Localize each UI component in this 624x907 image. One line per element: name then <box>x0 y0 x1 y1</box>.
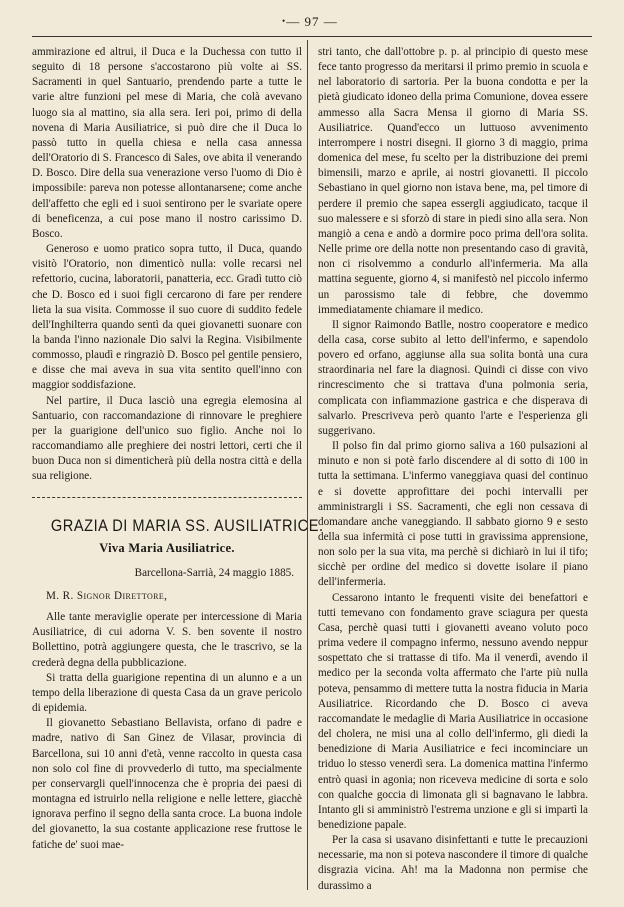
header-marker: • <box>282 16 287 26</box>
paragraph: stri tanto, che dall'ottobre p. p. al principio di questo mese fece tanto progresso da meritarsi il primo premio in scuola e nel laboratorio di sartoria. Per la buona condotta e per la pietà giudicato idoneo della prima Comunione, dovea essere ammesso alla Sacra Mensa il giorno di Maria SS. Ausiliatrice. Quand'ecco un luttuoso avvenimento interrompere i nostri disegni. Il giorno 3 di maggio, prima domenica del mese, fu scelto per la distribuzione dei premi bimensili, marzo e aprile, ai nostri giovanetti. Il piccolo Sebastiano in quel giorno non istava bene, ma, pel timore di perdere il premio che sapea essergli aggiudicato, tacque il suo malessere e si sforzò di stare in piedi sino alla sera. Non mangiò a cena e andò a dormire poco prima dell'ora solita. Nelle prime ore della notte non presentando caso di gravità, non ci risolvemmo a condurlo all'infermeria. Ma alla mattina seguente, giorno 4, si manifestò nel piccolo infermo un parossismo tale di febbre, che dovemmo immediatamente chiamare il medico. <box>318 46 588 316</box>
salutation-prefix: M. R. <box>46 590 74 602</box>
salutation <box>46 589 302 604</box>
paragraph: Il polso fin dal primo giorno saliva a 160 pulsazioni al minuto e non si potè farlo discendere al di sotto di 100 in tutta la settimana. L'infermo vaneggiava quasi del continuo e si dovette approfittare dei pochi intervalli per amministrargli i SS. Sacramenti, che egli non cessava di domandare anche vaneggiando. Il sabbato giorno 9 e sesto della sua infermità ci pose tutti in gravissima apprensione, non solo per la sua vita, ma perchè si dichiarò in lui il tifo; sicchè per ordine del medico si dovette isolare il piano dell'infermeria. <box>318 440 588 589</box>
article-subtitle: Viva Maria Ausiliatrice. <box>99 540 235 555</box>
page-number <box>0 14 624 30</box>
paragraph: Generoso e uomo pratico sopra tutto, il Duca, quando visitò l'Oratorio, non dimenticò nulla: volle recarsi nel refettorio, cucina, laboratorii, panatteria, ecc. Gradì tutto ciò che D. Bosco ed i suoi figli cercarono di fare per rendere lieta la sua visita. Commosse il suo cuore di suddito fedele dell'Inghilterra quando sentì da quei giovanetti suonare con la banda l'inno nazionale Dio salvi la Regina. Visibilmente commosso, plaudì e ringraziò D. Bosco pel gentile pensiero, e disse che mai aveva in sua vita sentito quell'inno con maggior soddisfazione. <box>32 243 302 392</box>
article-title: GRAZIA DI MARIA SS. AUSILIATRICE. <box>50 515 324 535</box>
right-column <box>318 45 588 894</box>
paragraph: ammirazione ed altrui, il Duca e la Duchessa con tutto il seguito di 18 persone s'accostarono più volte ai SS. Sacramenti in quel Santuario, prendendo parte a tutte le varie altre funzioni pel mese di Maria, che colà avevano luogo sia al mattino, sia alla sera. Ieri poi, primo di della novena di Maria Ausiliatrice, si può dire che il Duca lo passò tutto in quella chiesa e nella casa annessa dell'Oratorio di S. Francesco di Sales, ove abita il venerando D. Bosco. Dire della sua venerazione verso l'uomo di Dio è impossibile: pareva non potesse allontanarsene; come anche dell'affetto che egli ed i suoi sentirono per le svariate opere di beneficenza, a cui pose mano il nostro carissimo D. Bosco. <box>32 46 302 240</box>
paragraph: Cessarono intanto le frequenti visite dei benefattori e tutti temevano con fondamento grave sciagura per questa Casa, perchè quasi tutti i giovanetti aveano voluto poco prima vedere il compagno infermo, nessuno avendo neppur sospettato che si trattasse di tifo. Ma il venerdì, avendo il medico per la seconda volta affermato che l'arte più nulla poteva, pensammo di mettere tutta la nostra fiducia in Maria Ausiliatrice. Ricordando che D. Bosco ci aveva raccomandate le medaglie di Maria Ausiliatrice in occasione del cholera, ne misi una al collo dell'infermo, gli diedi la benedizione di Maria Ausiliatrice e feci incominciare un triduo lo stesso venerdì sera. La domenica mattina l'infermo entrò quasi in agonia; non riceveva medicine di sorta e solo con qualche goccia di limonata gli si bagnavano le labbra. Intanto gli si amministrò l'estrema unzione e gli si impartì la benedizione papale. <box>318 591 588 831</box>
paragraph: Il signor Raimondo Batlle, nostro cooperatore e medico della casa, corse subito al letto dell'infermo, e sapendolo povero ed orfano, aggiunse alla sua solita bontà una cura straordinaria nel fare la diagnosi. Quindi ci disse con vivo rincrescimento che si trattava d'una polmonia seria, complicata con infiammazione gastrica e che disperava di salvarlo. Prescriveva però quanto l'arte e l'esperienza gli suggerivano. <box>318 318 588 437</box>
column-divider <box>307 40 308 890</box>
paragraph: Nel partire, il Duca lasciò una egregia elemosina al Santuario, con raccomandazione di rinnovare le preghiere per la guarigione dell'unico suo figlio. Anche noi lo raccomandiamo alle preghiere dei nostri lettori, certi che il buon Duca non si dimenticherà più della nostra città e della sua religione. <box>32 394 302 483</box>
paragraph: Per la casa si usavano disinfettanti e tutte le precauzioni necessarie, ma non si poteva nascondere il timore di qualche disgrazia vicina. Ah! ma la Madonna non permise che durassimo a <box>318 834 588 892</box>
paragraph: Si tratta della guarigione repentina di un alunno e a un tempo della liberazione di questa Casa da un grave pericolo di epidemia. <box>32 671 302 715</box>
salutation-recipient: Signor Direttore, <box>76 590 168 602</box>
dateline: Barcellona-Sarrià, 24 maggio 1885. <box>134 566 294 579</box>
paragraph: Alle tante meraviglie operate per intercessione di Maria Ausiliatrice, di cui adorna V. S. ben sovente il nostro Bollettino, potrà aggiungere questa, che le trascrivo, se la crederà degna della pubblicazione. <box>32 611 302 669</box>
left-column <box>32 45 324 853</box>
header-rule <box>32 36 592 37</box>
section-divider <box>32 497 302 498</box>
paragraph: Il giovanetto Sebastiano Bellavista, orfano di padre e madre, nativo di San Ginez de Vilasar, provincia di Barcellona, sui 10 anni d'età, venne raccolto in questa casa non solo col fine di provvederlo di tutto, ma specialmente per conservargli quell'innocenza che è propria dei paesi di montagna ed istruirlo nella religione e nelle lettere, giacchè ignorava perfino il segno della santa croce. La buona indole del giovanetto, la sua costante applicazione rese fruttose le fatiche de' suoi mae- <box>32 717 302 851</box>
page-number-text: — 97 — <box>286 14 338 29</box>
